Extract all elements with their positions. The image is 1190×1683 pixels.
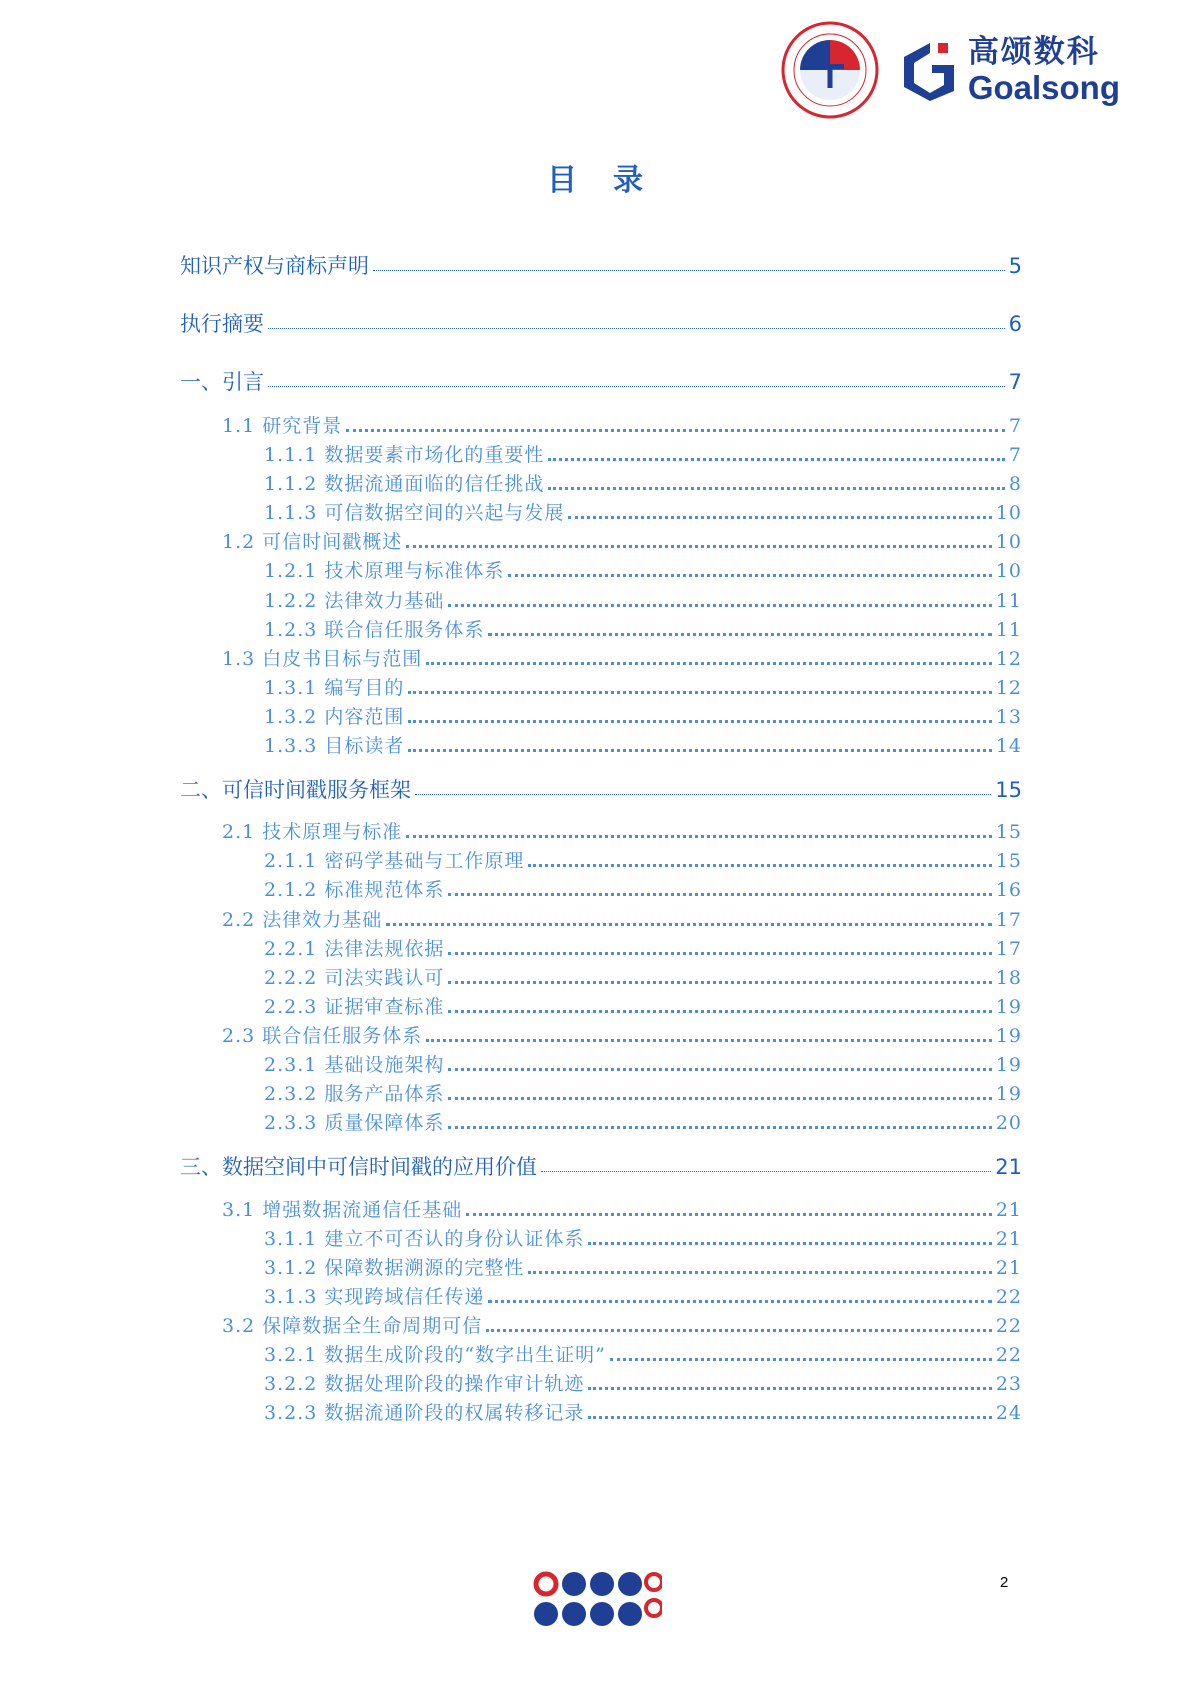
toc-dot-leader	[541, 1171, 991, 1172]
toc-page-number: 8	[1008, 473, 1022, 495]
toc-dot-leader	[406, 835, 992, 838]
toc-subsection[interactable]	[180, 1253, 1022, 1280]
toc-dot-leader	[508, 574, 991, 577]
toc-entry-title: 1.2.2 法律效力基础	[264, 590, 445, 612]
toc-page-number: 15	[995, 821, 1022, 843]
toc-subsection[interactable]	[180, 1369, 1022, 1396]
toc-page-number: 20	[995, 1112, 1022, 1134]
toc-subsection[interactable]	[180, 586, 1022, 613]
toc-dot-leader	[466, 1213, 992, 1216]
toc-chapter[interactable]	[180, 774, 1022, 804]
toc-subsection[interactable]	[180, 1340, 1022, 1367]
toc-entry-title: 3.1.2 保障数据溯源的完整性	[264, 1257, 525, 1279]
toc-page-number: 6	[1008, 312, 1022, 336]
toc-subsection[interactable]	[180, 963, 1022, 990]
toc-page-number: 22	[995, 1286, 1022, 1308]
toc-page-number: 21	[995, 1155, 1022, 1179]
toc-page-number: 17	[995, 909, 1022, 931]
goalsong-logo-icon	[898, 39, 958, 101]
toc-page-number: 12	[995, 677, 1022, 699]
toc-entry-title: 1.1.2 数据流通面临的信任挑战	[264, 473, 545, 495]
toc-page-number: 10	[995, 560, 1022, 582]
toc-entry-title: 2.3.2 服务产品体系	[264, 1083, 445, 1105]
toc-entry-title: 1.3.3 目标读者	[264, 735, 405, 757]
toc-page-number: 18	[995, 967, 1022, 989]
toc-entry-title: 3.2 保障数据全生命周期可信	[222, 1315, 483, 1337]
toc-dot-leader	[408, 720, 991, 723]
toc-entry-title: 2.1.1 密码学基础与工作原理	[264, 850, 525, 872]
toc-dot-leader	[488, 1300, 991, 1303]
toc-dot-leader	[448, 1010, 991, 1013]
toc-entry-title: 3.1 增强数据流通信任基础	[222, 1199, 463, 1221]
toc-dot-leader	[448, 981, 991, 984]
toc-subsection[interactable]	[180, 1224, 1022, 1251]
toc-chapter[interactable]	[180, 1151, 1022, 1181]
toc-dot-leader	[346, 429, 1005, 432]
toc-page-number: 11	[995, 619, 1022, 641]
toc-page-number: 7	[1008, 370, 1022, 394]
toc-entry-title: 2.3.1 基础设施架构	[264, 1054, 445, 1076]
toc-page-number: 7	[1008, 415, 1022, 437]
toc-entry-title: 1.3.2 内容范围	[264, 706, 405, 728]
toc-entry-title: 3.1.1 建立不可否认的身份认证体系	[264, 1228, 585, 1250]
toc-section[interactable]	[180, 905, 1022, 932]
toc-entry-title: 2.1.2 标准规范体系	[264, 879, 445, 901]
toc-entry-title: 1.2.1 技术原理与标准体系	[264, 560, 505, 582]
toc-entry-title: 3.1.3 实现跨域信任传递	[264, 1286, 485, 1308]
brand-name-cn: 高颂数科	[967, 33, 1100, 70]
toc-entry-title: 2.3.3 质量保障体系	[264, 1112, 445, 1134]
toc-section[interactable]	[180, 1195, 1022, 1222]
toc-dot-leader	[588, 1242, 991, 1245]
page-title: 目录	[547, 163, 679, 198]
toc-page-number: 19	[995, 1054, 1022, 1076]
toc-dot-leader	[448, 1068, 991, 1071]
toc-subsection[interactable]	[180, 498, 1022, 525]
toc-page-number: 23	[995, 1373, 1022, 1395]
toc-entry-title: 2.1 技术原理与标准	[222, 821, 403, 843]
toc-entry-title: 1.3 白皮书目标与范围	[222, 648, 423, 670]
toc-subsection[interactable]	[180, 702, 1022, 729]
toc-subsection[interactable]	[180, 1398, 1022, 1425]
toc-page-number: 14	[995, 735, 1022, 757]
toc-page-number: 21	[995, 1199, 1022, 1221]
toc-dot-leader	[568, 516, 991, 519]
toc-entry-title: 3.2.1 数据生成阶段的“数字出生证明”	[264, 1344, 606, 1366]
toc-chapter[interactable]	[180, 308, 1022, 338]
toc-dot-leader	[610, 1358, 992, 1361]
toc-page-number: 22	[995, 1315, 1022, 1337]
toc-dot-leader	[373, 270, 1005, 271]
toc-subsection[interactable]	[180, 1050, 1022, 1077]
toc-dot-leader	[448, 1126, 991, 1129]
toc-section[interactable]	[180, 411, 1022, 438]
toc-section[interactable]	[180, 1021, 1022, 1048]
toc-entry-title: 知识产权与商标声明	[180, 254, 369, 278]
toc-entry-title: 3.2.2 数据处理阶段的操作审计轨迹	[264, 1373, 585, 1395]
toc-dot-leader	[406, 545, 992, 548]
toc-page-number: 15	[995, 778, 1022, 802]
toc-entry-title: 2.2.3 证据审查标准	[264, 996, 445, 1018]
toc-dot-leader	[588, 1387, 991, 1390]
toc-page-number: 5	[1008, 254, 1022, 278]
toc-dot-leader	[486, 1329, 992, 1332]
toc-subsection[interactable]	[180, 992, 1022, 1019]
toc-section[interactable]	[180, 1311, 1022, 1338]
header-logos	[780, 20, 1120, 120]
toc-entry-title: 三、数据空间中可信时间戳的应用价值	[180, 1155, 537, 1179]
toc-dot-leader	[448, 1097, 991, 1100]
toc-entry-title: 二、可信时间戳服务框架	[180, 778, 411, 802]
toc-page-number: 21	[995, 1228, 1022, 1250]
toc-page-number: 16	[995, 879, 1022, 901]
toc-subsection[interactable]	[180, 673, 1022, 700]
toc-section[interactable]	[180, 817, 1022, 844]
toc-page-number: 19	[995, 1025, 1022, 1047]
toc-entry-title: 1.1.3 可信数据空间的兴起与发展	[264, 502, 565, 524]
toc-page-number: 17	[995, 938, 1022, 960]
toc-subsection[interactable]	[180, 934, 1022, 961]
toc-entry-title: 1.1.1 数据要素市场化的重要性	[264, 444, 545, 466]
toc-subsection[interactable]	[180, 1079, 1022, 1106]
toc-dot-leader	[268, 328, 1005, 329]
toc-subsection[interactable]	[180, 615, 1022, 642]
toc-subsection[interactable]	[180, 1108, 1022, 1135]
toc-dot-leader	[488, 633, 991, 636]
toc-entry-title: 2.3 联合信任服务体系	[222, 1025, 423, 1047]
toc-section[interactable]	[180, 527, 1022, 554]
toc-entry-title: 2.2.1 法律法规依据	[264, 938, 445, 960]
toc-dot-leader	[426, 662, 992, 665]
toc-subsection[interactable]	[180, 1282, 1022, 1309]
toc-subsection[interactable]	[180, 846, 1022, 873]
toc-entry-title: 1.1 研究背景	[222, 415, 343, 437]
timestamp-authority-seal-logo	[780, 20, 880, 120]
toc-subsection[interactable]	[180, 556, 1022, 583]
toc-dot-leader	[448, 604, 991, 607]
toc-dot-leader	[408, 749, 991, 752]
toc-subsection[interactable]	[180, 731, 1022, 758]
toc-page-number: 7	[1008, 444, 1022, 466]
toc-subsection[interactable]	[180, 469, 1022, 496]
toc-entry-title: 1.3.1 编写目的	[264, 677, 405, 699]
toc-page-number: 10	[995, 502, 1022, 524]
toc-page-number: 11	[995, 590, 1022, 612]
toc-dot-leader	[426, 1039, 992, 1042]
toc-page-number: 15	[995, 850, 1022, 872]
toc-dot-leader	[548, 458, 1005, 461]
toc-dot-leader	[528, 864, 991, 867]
toc-entry-title: 执行摘要	[180, 312, 264, 336]
toc-dot-leader	[588, 1416, 991, 1419]
brand-name-en: Goalsong	[967, 68, 1120, 106]
toc-chapter[interactable]	[180, 250, 1022, 280]
toc-subsection[interactable]	[180, 440, 1022, 467]
toc-page-number: 22	[995, 1344, 1022, 1366]
toc-entry-title: 3.2.3 数据流通阶段的权属转移记录	[264, 1402, 585, 1424]
toc-page-number: 19	[995, 1083, 1022, 1105]
toc-dot-leader	[386, 923, 992, 926]
toc-dot-leader	[448, 952, 991, 955]
toc-chapter[interactable]	[180, 366, 1022, 396]
toc-entry-title: 2.2.2 司法实践认可	[264, 967, 445, 989]
page-number: 2	[1000, 1574, 1009, 1591]
toc-page-number: 24	[995, 1402, 1022, 1424]
toc-page-number: 21	[995, 1257, 1022, 1279]
footer-dots-logo	[532, 1568, 662, 1640]
toc-entry-title: 1.2 可信时间戳概述	[222, 531, 403, 553]
toc-page-number: 10	[995, 531, 1022, 553]
toc-dot-leader	[415, 794, 991, 795]
toc-dot-leader	[548, 487, 1005, 490]
goalsong-brand	[898, 33, 1120, 106]
toc-entry-title: 一、引言	[180, 370, 264, 394]
toc-page-number: 12	[995, 648, 1022, 670]
toc-dot-leader	[408, 691, 991, 694]
toc-page-number: 19	[995, 996, 1022, 1018]
toc-dot-leader	[528, 1271, 991, 1274]
toc-dot-leader	[448, 893, 991, 896]
toc-page-number: 13	[995, 706, 1022, 728]
toc-entry-title: 1.2.3 联合信任服务体系	[264, 619, 485, 641]
toc-subsection[interactable]	[180, 875, 1022, 902]
toc-entry-title: 2.2 法律效力基础	[222, 909, 383, 931]
toc-section[interactable]	[180, 644, 1022, 671]
toc-dot-leader	[268, 386, 1005, 387]
